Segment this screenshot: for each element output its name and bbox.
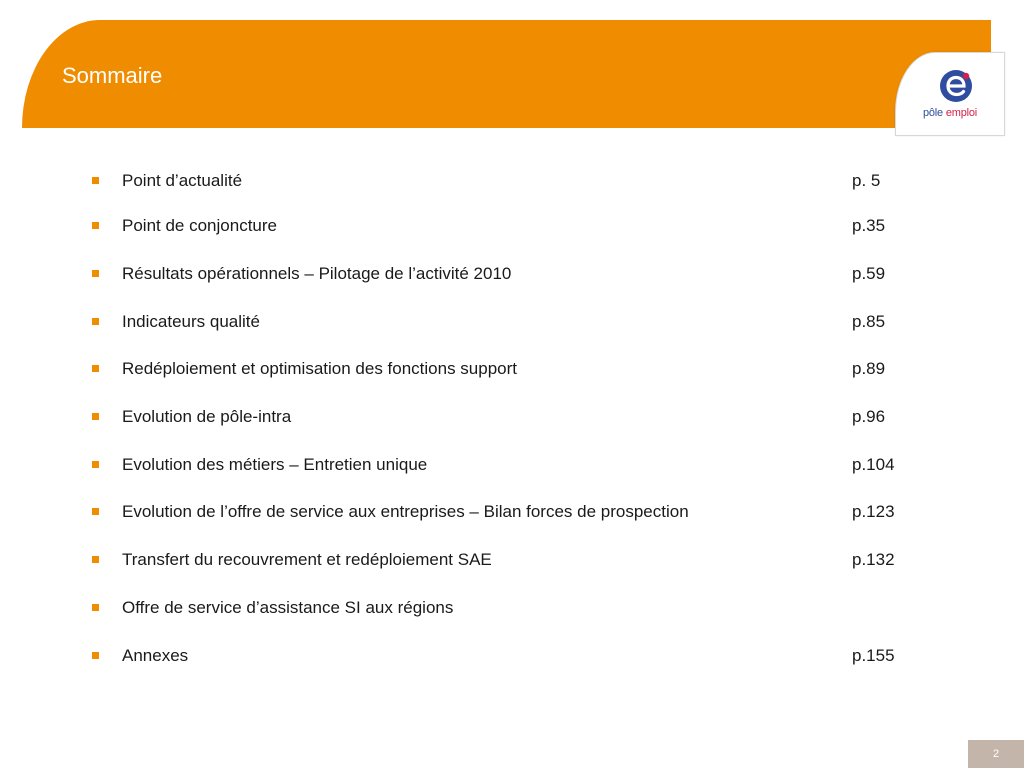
toc-item-page: p.123 xyxy=(852,502,895,521)
logo-wordmark-part1: pôle xyxy=(922,107,946,119)
toc-item xyxy=(92,501,922,525)
bullet-icon xyxy=(92,604,99,611)
toc-item-page: p. 5 xyxy=(852,171,881,190)
bullet-icon xyxy=(92,556,99,563)
toc-item xyxy=(92,549,922,573)
bullet-icon xyxy=(92,413,99,420)
toc-item xyxy=(92,454,922,478)
toc-item-label: Résultats opérationnels – Pilotage de l’activité 2010 xyxy=(122,264,512,283)
toc-item-page: p.155 xyxy=(852,646,895,665)
bullet-icon xyxy=(92,318,99,325)
toc-item-label: Transfert du recouvrement et redéploiement SAE xyxy=(122,550,492,569)
toc-item-label: Redéploiement et optimisation des fonctions support xyxy=(122,359,518,378)
toc-item-page: p.132 xyxy=(852,550,895,569)
bullet-icon xyxy=(92,508,99,515)
toc-item xyxy=(92,597,922,621)
logo-wordmark-part2: emploi xyxy=(945,107,978,119)
toc-item xyxy=(92,311,922,335)
bullet-icon xyxy=(92,652,99,659)
toc-item xyxy=(92,406,922,430)
toc-item xyxy=(92,263,922,287)
toc-item-page: p.89 xyxy=(852,359,886,378)
bullet-icon xyxy=(92,270,99,277)
toc-item-label: Point d’actualité xyxy=(122,171,243,190)
toc-item-label: Point de conjoncture xyxy=(122,216,277,235)
toc-item-label: Offre de service d’assistance SI aux régions xyxy=(122,598,454,617)
toc-item xyxy=(92,215,922,239)
toc-item xyxy=(92,170,922,194)
toc-item-label: Evolution de l’offre de service aux entreprises – Bilan forces de prospection xyxy=(122,502,689,521)
toc-item-page: p.104 xyxy=(852,455,895,474)
toc-item-label: Indicateurs qualité xyxy=(122,312,260,331)
toc-item-page: p.35 xyxy=(852,216,886,235)
bullet-icon xyxy=(92,365,99,372)
toc-item-page: p.96 xyxy=(852,407,886,426)
bullet-icon xyxy=(92,177,99,184)
toc-item xyxy=(92,358,922,382)
bullet-icon xyxy=(92,461,99,468)
toc-item-page: p.85 xyxy=(852,312,886,331)
slide-number: 2 xyxy=(968,740,1024,768)
toc-item xyxy=(92,645,922,669)
toc-item-label: Evolution de pôle-intra xyxy=(122,407,292,426)
toc-item-label: Evolution des métiers – Entretien unique xyxy=(122,455,428,474)
page-title: Sommaire xyxy=(62,63,163,88)
toc-item-page: p.59 xyxy=(852,264,886,283)
bullet-icon xyxy=(92,222,99,229)
toc-item-label: Annexes xyxy=(122,646,189,665)
